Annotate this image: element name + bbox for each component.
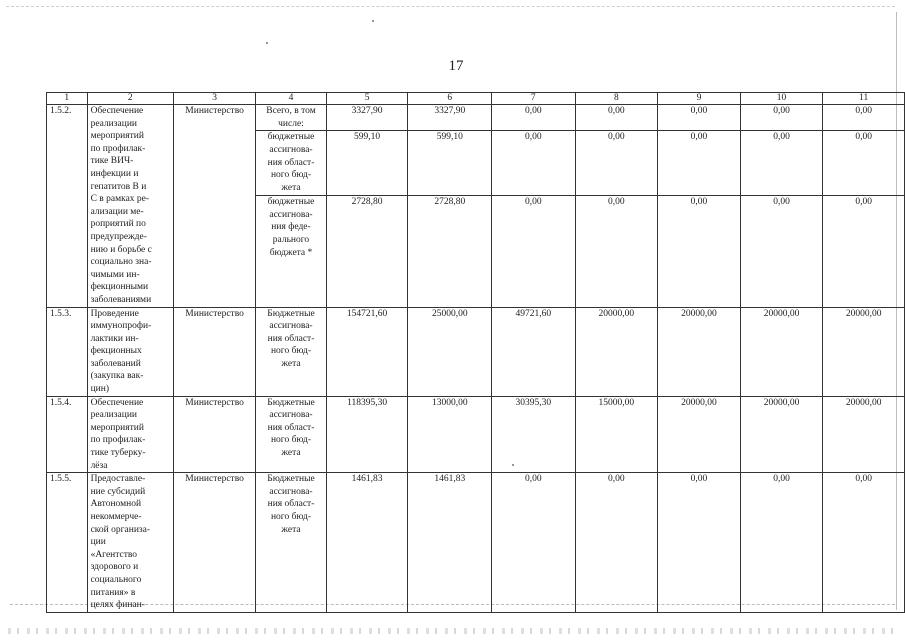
table-row bbox=[47, 105, 905, 131]
scan-speck bbox=[372, 20, 374, 22]
column-number: 5 bbox=[326, 93, 408, 105]
funding-amount: 0,00 bbox=[575, 473, 658, 613]
funding-amount: 13000,00 bbox=[408, 396, 492, 473]
page-number: 17 bbox=[448, 58, 464, 74]
funding-amount: 2728,80 bbox=[326, 196, 408, 307]
funding-amount: 0,00 bbox=[658, 473, 741, 613]
measure-executor: Министерство bbox=[173, 396, 255, 473]
funding-source: бюджетные ассигнова- ния феде- рального бюджета * bbox=[256, 196, 326, 307]
measure-number: 1.5.4. bbox=[47, 396, 88, 473]
funding-amount: 118395,30 bbox=[326, 396, 408, 473]
scan-speck bbox=[266, 42, 268, 44]
measure-number: 1.5.5. bbox=[47, 473, 88, 613]
funding-amount: 0,00 bbox=[575, 131, 658, 196]
funding-amount: 3327,90 bbox=[408, 105, 492, 131]
funding-source: Бюджетные ассигнова- ния област- ного бюд- жета bbox=[256, 396, 326, 473]
funding-amount: 1461,83 bbox=[326, 473, 408, 613]
measure-name: Проведение иммунопрофи- лактики ин- фекционных заболеваний (закупка вак- цин) bbox=[87, 307, 173, 396]
funding-amount: 20000,00 bbox=[740, 307, 823, 396]
column-number: 7 bbox=[492, 93, 576, 105]
measure-name: Обеспечение реализации мероприятий по профилак- тике ВИЧ- инфекции и гепатитов В и С в рамках ре- ализации ме- роприятий по предупрежде- нию и борьбе с социально зна- чимыми ин- фекционными заболеваниями bbox=[87, 105, 173, 308]
funding-amount: 0,00 bbox=[575, 105, 658, 131]
funding-amount: 20000,00 bbox=[740, 396, 823, 473]
funding-amount: 30395,30 bbox=[492, 396, 576, 473]
funding-source: бюджетные ассигнова- ния област- ного бюд- жета bbox=[256, 131, 326, 196]
measure-name: Предоставле- ние субсидий Автономной некоммерче- ской организа- ции «Агентство здорового и социального питания» в целях финан- bbox=[87, 473, 173, 613]
funding-amount: 0,00 bbox=[823, 196, 905, 307]
funding-amount: 0,00 bbox=[740, 196, 823, 307]
funding-amount: 2728,80 bbox=[408, 196, 492, 307]
measure-executor: Министерство bbox=[173, 473, 255, 613]
funding-amount: 599,10 bbox=[326, 131, 408, 196]
table-row bbox=[47, 307, 905, 396]
funding-source: Бюджетные ассигнова- ния област- ного бюд- жета bbox=[256, 307, 326, 396]
funding-amount: 0,00 bbox=[823, 105, 905, 131]
measure-executor: Министерство bbox=[173, 307, 255, 396]
measure-name: Обеспечение реализации мероприятий по профилак- тике туберку- лёза bbox=[87, 396, 173, 473]
budget-table bbox=[46, 92, 905, 613]
funding-amount: 0,00 bbox=[823, 473, 905, 613]
scan-noise-strip bbox=[8, 628, 897, 634]
column-number-row bbox=[47, 93, 905, 105]
column-number: 8 bbox=[575, 93, 658, 105]
column-number: 4 bbox=[256, 93, 326, 105]
funding-amount: 154721,60 bbox=[326, 307, 408, 396]
funding-amount: 0,00 bbox=[740, 473, 823, 613]
funding-amount: 0,00 bbox=[658, 105, 741, 131]
table-row bbox=[47, 396, 905, 473]
measure-executor: Министерство bbox=[173, 105, 255, 308]
funding-amount: 20000,00 bbox=[658, 396, 741, 473]
funding-amount: 0,00 bbox=[740, 131, 823, 196]
funding-amount: 3327,90 bbox=[326, 105, 408, 131]
funding-amount: 1461,83 bbox=[408, 473, 492, 613]
funding-amount: 0,00 bbox=[492, 131, 576, 196]
funding-amount: 20000,00 bbox=[823, 396, 905, 473]
funding-amount: 0,00 bbox=[823, 131, 905, 196]
column-number: 11 bbox=[823, 93, 905, 105]
column-number: 3 bbox=[173, 93, 255, 105]
funding-source: Всего, в том числе: bbox=[256, 105, 326, 131]
funding-amount: 0,00 bbox=[492, 473, 576, 613]
funding-source: Бюджетные ассигнова- ния област- ного бюд- жета bbox=[256, 473, 326, 613]
funding-amount: 25000,00 bbox=[408, 307, 492, 396]
scan-edge-top bbox=[6, 6, 895, 7]
column-number: 10 bbox=[740, 93, 823, 105]
column-number: 1 bbox=[47, 93, 88, 105]
funding-amount: 0,00 bbox=[658, 131, 741, 196]
column-number: 6 bbox=[408, 93, 492, 105]
funding-amount: 0,00 bbox=[492, 105, 576, 131]
column-number: 2 bbox=[87, 93, 173, 105]
funding-amount: 20000,00 bbox=[823, 307, 905, 396]
funding-amount: 0,00 bbox=[740, 105, 823, 131]
funding-amount: 20000,00 bbox=[575, 307, 658, 396]
funding-amount: 15000,00 bbox=[575, 396, 658, 473]
funding-amount: 20000,00 bbox=[658, 307, 741, 396]
funding-amount: 0,00 bbox=[658, 196, 741, 307]
table-row bbox=[47, 473, 905, 613]
funding-amount: 0,00 bbox=[492, 196, 576, 307]
funding-amount: 599,10 bbox=[408, 131, 492, 196]
funding-amount: 49721,60 bbox=[492, 307, 576, 396]
column-number: 9 bbox=[658, 93, 741, 105]
measure-number: 1.5.3. bbox=[47, 307, 88, 396]
funding-amount: 0,00 bbox=[575, 196, 658, 307]
measure-number: 1.5.2. bbox=[47, 105, 88, 308]
